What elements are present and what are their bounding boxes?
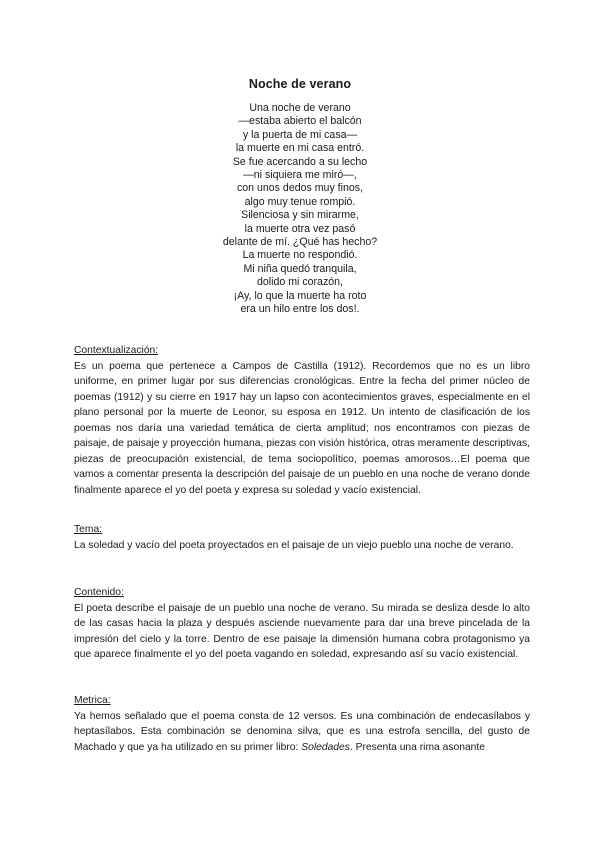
- poem-line: Mi niña quedó tranquila,: [243, 262, 357, 275]
- section-text-part: Ya hemos señalado que el poema consta de 12 versos. Es una combinación de endecasílabos y heptasílabos. Esta combinación se denomina silva, que es una estrofa sencilla, del gusto de Machado y que ya ha utilizado en su primer libro:: [74, 710, 530, 753]
- poem-line: Una noche de verano: [249, 102, 351, 114]
- poem-line: con unos dedos muy finos,: [236, 182, 364, 195]
- section-contenido: [74, 585, 530, 663]
- section-heading: Tema:: [74, 524, 103, 535]
- section-text-part: . Presenta una rima asonante: [349, 741, 485, 753]
- section-metrica: [74, 693, 530, 755]
- section-heading: Contextualización:: [74, 345, 159, 356]
- poem-line: —estaba abierto el balcón: [238, 115, 362, 128]
- poem-line: Silenciosa y sin mirarme,: [241, 209, 359, 222]
- poem-line: era un hilo entre los dos!.: [240, 303, 360, 316]
- poem-body: [0, 102, 600, 317]
- poem-line: y la puerta de mi casa—: [242, 128, 358, 141]
- section-heading: Contenido:: [74, 587, 124, 598]
- poem-line: delante de mí. ¿Qué has hecho?: [222, 236, 378, 249]
- section-text: [74, 709, 530, 756]
- poem-line: algo muy tenue rompió.: [244, 195, 356, 208]
- section-text: Es un poema que pertenece a Campos de Castilla (1912). Recordemos que no es un libro uniforme, en primer lugar por sus diferencias cronológicas. Entre la fecha del primer núcleo de poemas (1912) y su cierre en 1917 hay un lapso con acontecimientos graves, especialmente en el plano personal por la muerte de Leonor, su esposa en 1912. Un intento de clasificación de los poemas nos daría una variedad temática de cierta amplitud; nos encontramos con piezas de paisaje, de paisaje y proyección humana, piezas con visión histórica, otras meramente descriptivas, piezas de preocupación existencial, de tema sociopolítico, poemas amorosos…El poema que vamos a comentar presenta la descripción del paisaje de un pueblo en una noche de verano donde finalmente aparece el yo del poeta y expresa su soledad y vacío existencial.: [74, 360, 530, 496]
- poem-line: ¡Ay, lo que la muerte ha roto: [233, 289, 367, 302]
- poem-line: la muerte en mi casa entró.: [235, 142, 365, 155]
- section-tema: [74, 522, 530, 553]
- section-contextualizacion: [74, 343, 530, 498]
- section-text: El poeta describe el paisaje de un pueblo una noche de verano. Su mirada se desliza desde lo alto de las casas hacia la plaza y después asciende nuevamente para dar una breve pincelada de la impresión del cielo y la torre. Dentro de ese paisaje la dimensión humana cobra protagonismo ya que aparece finalmente el yo del poeta vagando en soledad, expresando así su vacío existencial.: [74, 602, 530, 660]
- poem-line: —ni siquiera me miró—,: [243, 169, 357, 182]
- poem-line: Se fue acercando a su lecho: [232, 155, 368, 168]
- section-heading: Metrica:: [74, 695, 111, 706]
- poem-line: la muerte otra vez pasó: [244, 222, 356, 235]
- book-title: Soledades: [301, 741, 350, 753]
- section-text: La soledad y vacío del poeta proyectados en el paisaje de un viejo pueblo una noche de verano.: [74, 539, 514, 551]
- poem-line: La muerte no respondió.: [242, 249, 358, 262]
- poem-title: Noche de verano: [248, 77, 352, 91]
- poem-line: dolido mi corazón,: [257, 276, 343, 289]
